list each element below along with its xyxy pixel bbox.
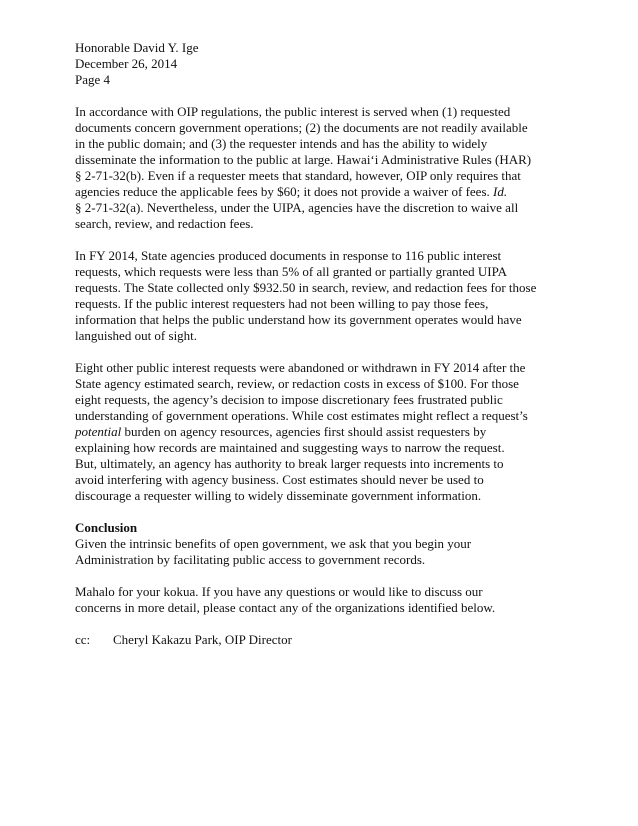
paragraph-abandoned-text-a: Eight other public interest requests were abandoned or withdrawn in FY 2014 after the State agency estimated search, review, or redaction costs in excess of $100. For those eight requests, the agency’s decision to impose discretionary fees frustrated public understanding of government operations. While cost estimates might reflect a request’s (75, 360, 528, 423)
paragraph-fee-waiver (75, 104, 598, 232)
conclusion-section (75, 520, 598, 568)
page-number: Page 4 (75, 72, 111, 87)
emphasis-potential: potential (75, 424, 122, 439)
addressee: Honorable David Y. Ige (75, 40, 199, 55)
conclusion-body: Given the intrinsic benefits of open government, we ask that you begin your Administration by facilitating public access to government records. (75, 536, 472, 567)
cc-line (75, 632, 598, 648)
cc-recipient: Cheryl Kakazu Park, OIP Director (113, 632, 292, 647)
paragraph-fee-waiver-text-b: § 2-71-32(a). Nevertheless, under the UIPA, agencies have the discretion to waive all search, review, and redaction fees. (75, 200, 519, 231)
paragraph-abandoned-requests (75, 360, 598, 504)
conclusion-heading: Conclusion (75, 520, 138, 535)
paragraph-abandoned-text-b: burden on agency resources, agencies first should assist requesters by explaining how records are maintained and suggesting ways to narrow the request. But, ultimately, an agency has authority to break larger requests into increments to avoid interfering with agency business. Cost estimates should never be used to discourage a requester willing to widely disseminate government information. (75, 424, 505, 503)
citation-id: Id. (493, 184, 508, 199)
letter-date: December 26, 2014 (75, 56, 178, 71)
letter-header (75, 40, 598, 88)
cc-label: cc: (75, 632, 91, 647)
closing-paragraph: Mahalo for your kokua. If you have any questions or would like to discuss our concerns in more detail, please contact any of the organizations identified below. (75, 584, 496, 615)
paragraph-fee-waiver-text-a: In accordance with OIP regulations, the public interest is served when (1) requested documents concern government operations; (2) the documents are not readily available in the public domain; and (3) the requester intends and has the ability to widely disseminate the information to the public at large. Hawai‘i Administrative Rules (HAR) § 2-71-32(b). Even if a requester meets that standard, however, OIP only requires that agencies reduce the applicable fees by $60; it does not provide a waiver of fees. (75, 104, 532, 199)
paragraph-fy2014-requests: In FY 2014, State agencies produced documents in response to 116 public interest requests, which requests were less than 5% of all granted or partially granted UIPA requests. The State collected only $932.50 in search, review, and redaction fees for those requests. If the public interest requesters had not been willing to pay those fees, information that helps the public understand how its government operates would have languished out of sight. (75, 248, 537, 343)
